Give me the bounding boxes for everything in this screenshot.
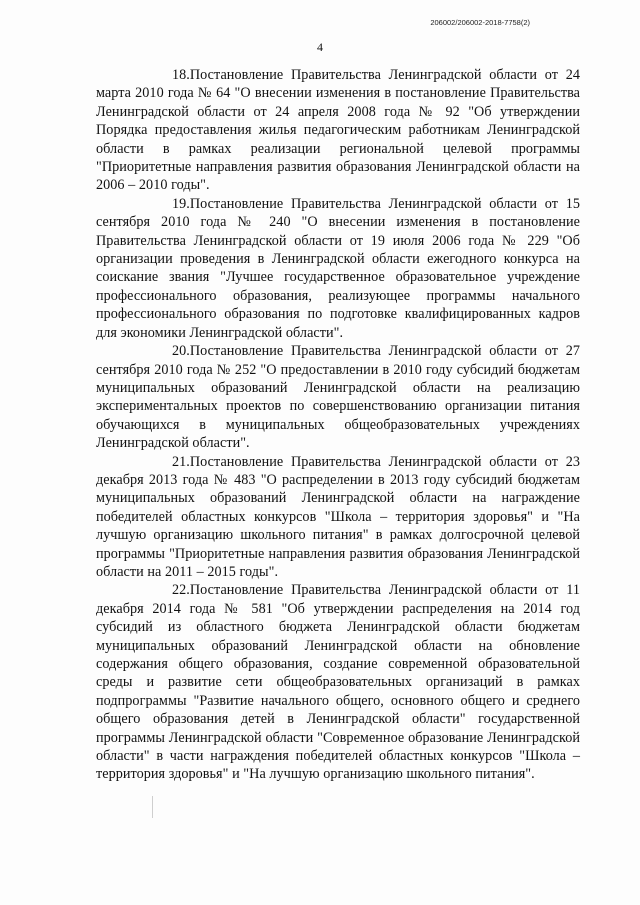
list-item-18 <box>96 66 580 195</box>
item-text: Постановление Правительства Ленинградской области от 11 декабря 2014 года № 581 "Об утверждении распределения на 2014 год субсидий из областного бюджета Ленинградской области бюджетам муниципальных образований Ленинградской области на обновление содержания общего образования, создание современной образовательной среды и развитие сети общеобразовательных организаций в рамках подпрограммы "Развитие начального общего, основного общего и среднего общего образования детей в Ленинградской области" государственной программы Ленинградской области "Современное образование Ленинградской области" в части награждения победителей областных конкурсов "Школа – территория здоровья" и "На лучшую организацию школьного питания". <box>96 582 580 783</box>
item-text: Постановление Правительства Ленинградской области от 24 марта 2010 года № 64 "О внесении изменения в постановление Правительства Ленинградской области от 24 апреля 2008 года № 92 "Об утверждении Порядка предоставления жилья педагогическим работникам Ленинградской области в рамках реализации региональной целевой программы "Приоритетные направления развития образования Ленинградской области на 2006 – 2010 годы". <box>96 67 580 194</box>
item-number: 19. <box>172 195 190 212</box>
list-item-20 <box>96 342 580 452</box>
page-number: 4 <box>317 40 323 54</box>
item-number: 18. <box>172 67 190 83</box>
document-body <box>96 66 580 784</box>
item-number: 21. <box>172 453 190 470</box>
list-item-21 <box>96 453 580 582</box>
list-item-22 <box>96 581 580 783</box>
item-number: 22. <box>172 582 190 599</box>
item-text: Постановление Правительства Ленинградской области от 27 сентября 2010 года № 252 "О предоставлении в 2010 году субсидий бюджетам муниципальных образований Ленинградской области на реализацию экспериментальных проектов по совершенствованию организации питания обучающихся в муниципальных общеобразовательных учреждениях Ленинградской области". <box>96 343 580 452</box>
scan-mark <box>152 796 153 818</box>
item-number: 20. <box>172 343 190 360</box>
document-id: 206002/206002-2018-7758(2) <box>430 18 530 27</box>
list-item-19 <box>96 195 580 342</box>
item-text: Постановление Правительства Ленинградской области от 15 сентября 2010 года № 240 "О внесении изменения в постановление Правительства Ленинградской области от 19 июля 2006 года № 229 "Об организации проведения в Ленинградской области ежегодного конкурса на соискание звания "Лучшее государственное образовательное учреждение профессионального образования, реализующее программы начального профессионального образования по подготовке квалифицированных кадров для экономики Ленинградской области". <box>96 195 580 341</box>
item-text: Постановление Правительства Ленинградской области от 23 декабря 2013 года № 483 "О распределении в 2013 году субсидий бюджетам муниципальных образований Ленинградской области на награждение победителей областных конкурсов "Школа – территория здоровья" и "На лучшую организацию школьного питания" в рамках долгосрочной целевой программы "Приоритетные направления развития образования Ленинградской области на 2011 – 2015 годы". <box>96 453 580 580</box>
